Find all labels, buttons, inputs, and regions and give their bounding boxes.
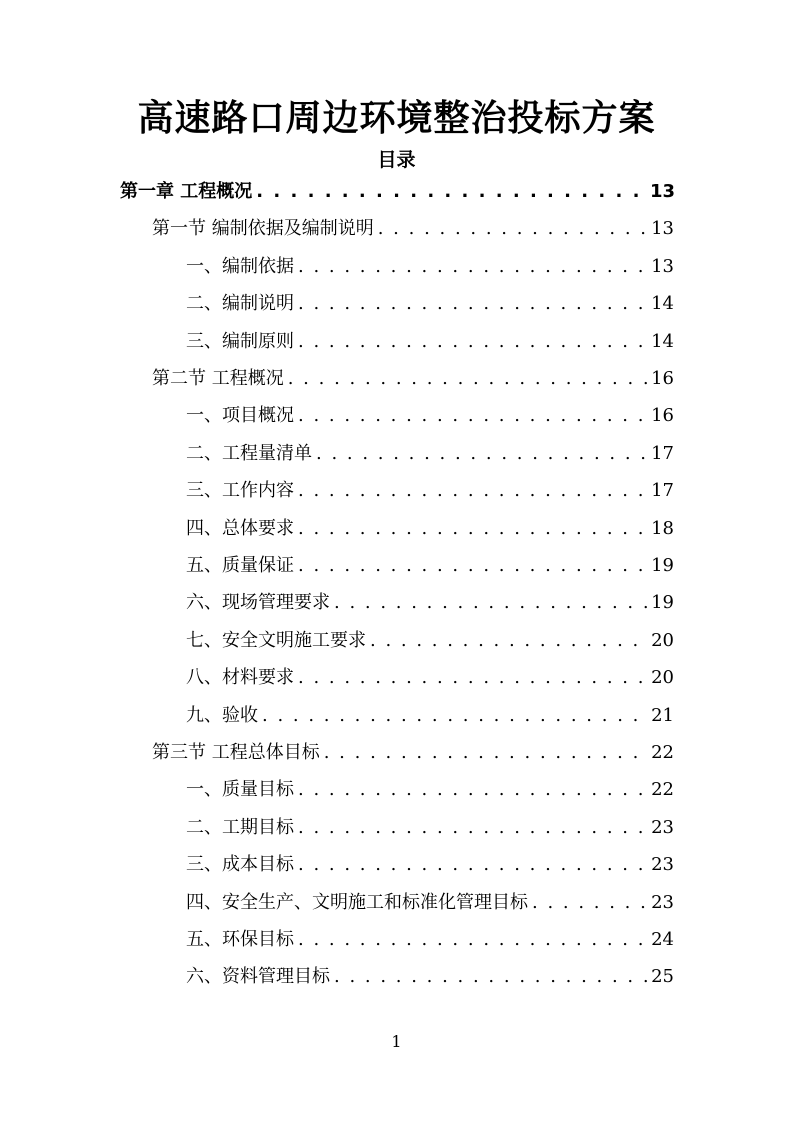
toc-entry-label: 七、安全文明施工要求 — [186, 629, 366, 651]
toc-entry-page: 16 — [651, 405, 674, 427]
toc-dot-leader — [334, 959, 647, 995]
toc-entry-label: 第一节 编制依据及编制说明 — [152, 218, 374, 240]
toc-dot-leader — [298, 847, 647, 883]
toc-entry-label: 二、工期目标 — [186, 816, 294, 838]
toc-dot-leader — [298, 473, 647, 509]
toc-entry-page: 23 — [651, 891, 674, 913]
toc-entry-label: 一、编制依据 — [186, 255, 294, 277]
toc-dot-leader — [378, 211, 647, 247]
toc-entry[interactable] — [186, 548, 674, 584]
toc-dot-leader — [298, 286, 647, 322]
toc-entry[interactable] — [186, 959, 674, 995]
toc-entry[interactable] — [186, 511, 674, 547]
toc-dot-leader — [298, 249, 647, 285]
toc-entry[interactable] — [186, 847, 674, 883]
toc-entry-page: 24 — [651, 929, 674, 950]
toc-entry-label: 五、质量保证 — [186, 555, 294, 576]
toc-entry[interactable] — [186, 249, 674, 285]
toc-dot-leader — [298, 548, 647, 584]
toc-entry-page: 22 — [651, 742, 674, 763]
toc-dot-leader — [298, 324, 647, 360]
toc-entry-page: 17 — [651, 442, 674, 464]
toc-dot-leader — [324, 735, 647, 771]
toc-entry[interactable] — [186, 698, 674, 734]
toc-dot-leader — [532, 885, 647, 921]
toc-entry[interactable] — [186, 772, 674, 808]
toc-entry-label: 八、材料要求 — [186, 667, 294, 689]
toc-entry-page: 22 — [651, 779, 674, 801]
toc-dot-leader — [298, 511, 647, 547]
toc-heading: 目录 — [377, 149, 416, 171]
document-title: 高速路口周边环境整治投标方案 — [137, 98, 656, 139]
toc-dot-leader — [298, 660, 647, 696]
toc-entry-label: 第一章 工程概况 — [120, 181, 253, 202]
toc-entry-page: 16 — [651, 368, 674, 389]
toc-dot-leader — [298, 922, 647, 958]
toc-entry[interactable] — [186, 922, 674, 958]
toc-entry-label: 四、安全生产、文明施工和标准化管理目标 — [186, 891, 528, 913]
toc-entry-page: 21 — [651, 704, 674, 726]
toc-entry-page: 19 — [651, 592, 674, 614]
toc-entry-page: 14 — [651, 293, 674, 315]
toc-dot-leader — [298, 398, 647, 434]
toc-entry-label: 第三节 工程总体目标 — [152, 742, 320, 763]
toc-entry-page: 18 — [651, 517, 674, 539]
toc-entry[interactable] — [186, 623, 674, 659]
toc-dot-leader — [262, 698, 647, 734]
toc-entry-label: 三、工作内容 — [186, 480, 294, 502]
toc-dot-leader — [334, 585, 647, 621]
toc-entry-label: 二、工程量清单 — [186, 442, 312, 464]
toc-dot-leader — [370, 623, 647, 659]
toc-entry-label: 六、现场管理要求 — [186, 592, 330, 614]
toc-dot-leader — [256, 174, 646, 210]
toc-entry-page: 13 — [651, 218, 674, 240]
toc-entry-label: 第二节 工程概况 — [152, 368, 284, 389]
toc-entry[interactable] — [186, 660, 674, 696]
toc-entry[interactable] — [186, 324, 674, 360]
toc-entry-label: 九、验收 — [186, 704, 258, 726]
toc-entry-page: 23 — [651, 854, 674, 876]
toc-entry[interactable] — [120, 174, 675, 210]
toc-entry-page: 17 — [651, 480, 674, 502]
toc-entry-label: 一、项目概况 — [186, 405, 294, 427]
toc-entry-page: 20 — [651, 667, 674, 689]
toc-entry[interactable] — [186, 885, 674, 921]
toc-entry[interactable] — [186, 398, 674, 434]
toc-entry[interactable] — [152, 211, 674, 247]
toc-dot-leader — [288, 361, 647, 397]
toc-entry[interactable] — [186, 810, 674, 846]
toc-entry[interactable] — [186, 473, 674, 509]
toc-entry-label: 四、总体要求 — [186, 517, 294, 539]
toc-entry-page: 23 — [651, 816, 674, 838]
toc-entry[interactable] — [186, 585, 674, 621]
page-number: 1 — [391, 1032, 402, 1051]
toc-entry-label: 一、质量目标 — [186, 779, 294, 801]
toc-entry-label: 三、编制原则 — [186, 330, 294, 352]
toc-entry-label: 六、资料管理目标 — [186, 966, 330, 988]
toc-entry-label: 五、环保目标 — [186, 929, 294, 950]
toc-entry-page: 14 — [651, 330, 674, 352]
toc-entry[interactable] — [152, 735, 674, 771]
toc-entry[interactable] — [152, 361, 674, 397]
toc-entry-page: 20 — [651, 629, 674, 651]
toc-entry-label: 二、编制说明 — [186, 293, 294, 315]
toc-entry-label: 三、成本目标 — [186, 854, 294, 876]
toc-entry-page: 25 — [651, 966, 674, 988]
toc-entry-page: 19 — [651, 555, 674, 576]
toc-dot-leader — [298, 772, 647, 808]
toc-dot-leader — [316, 436, 647, 472]
toc-dot-leader — [298, 810, 647, 846]
toc-entry-page: 13 — [649, 181, 675, 202]
toc-entry[interactable] — [186, 436, 674, 472]
toc-entry-page: 13 — [651, 255, 674, 277]
toc-entry[interactable] — [186, 286, 674, 322]
